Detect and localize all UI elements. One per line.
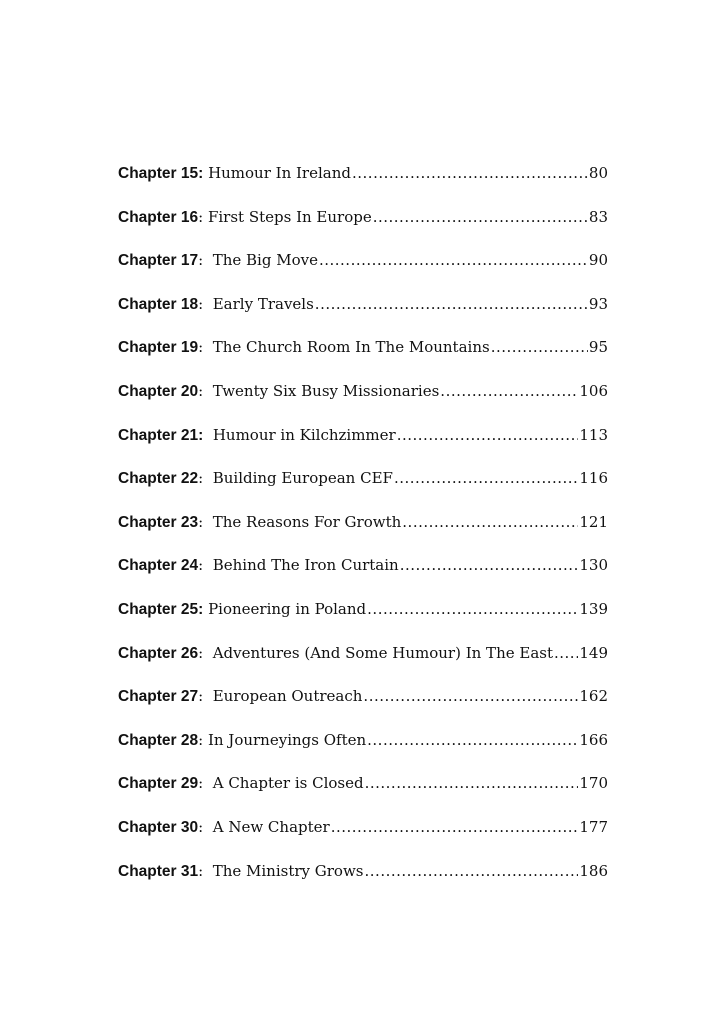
toc-entry-chapter-29: [118, 774, 608, 818]
chapter-title: Pioneering in Poland: [208, 599, 367, 618]
chapter-title: Building European CEF: [212, 469, 393, 488]
dot-leader: [554, 644, 578, 662]
dot-leader: [394, 469, 578, 487]
chapter-separator: :: [198, 774, 213, 793]
chapter-title: European Outreach: [212, 687, 363, 706]
dot-leader: [315, 295, 588, 313]
page-number: 177: [579, 817, 608, 836]
page-number: 106: [579, 381, 608, 400]
toc-entry-chapter-17: [118, 251, 608, 295]
chapter-number: Chapter 15:: [118, 165, 204, 182]
toc-entry-chapter-21: [118, 426, 608, 470]
chapter-separator: :: [198, 817, 213, 836]
chapter-separator: :: [198, 207, 208, 226]
chapter-number: Chapter 28: [118, 731, 199, 749]
dot-leader: [402, 513, 578, 531]
page-number: 170: [579, 774, 608, 793]
toc-entry-chapter-16: [118, 208, 608, 252]
chapter-separator: :: [198, 861, 213, 880]
toc-entry-chapter-22: [118, 469, 608, 513]
page-number: 113: [579, 425, 608, 444]
dot-leader: [400, 556, 579, 574]
chapter-title: A Chapter is Closed: [212, 774, 364, 793]
dot-leader: [367, 731, 578, 749]
chapter-title: Twenty Six Busy Missionaries: [212, 381, 440, 400]
chapter-separator: :: [198, 338, 213, 357]
chapter-separator: :: [198, 381, 213, 400]
toc-entry-chapter-27: [118, 687, 608, 731]
table-of-contents: [118, 164, 608, 905]
dot-leader: [365, 774, 579, 792]
chapter-number: Chapter 19: [118, 339, 199, 357]
chapter-title: The Church Room In The Mountains: [212, 338, 490, 357]
chapter-title: The Big Move: [212, 251, 318, 270]
toc-entry-chapter-23: [118, 513, 608, 557]
toc-entry-chapter-19: [118, 338, 608, 382]
chapter-title: Humour In Ireland: [208, 164, 351, 182]
toc-entry-chapter-25: [118, 600, 608, 644]
dot-leader: [352, 164, 588, 182]
chapter-number: Chapter 29: [118, 775, 199, 793]
toc-entry-chapter-28: [118, 731, 608, 775]
chapter-title: Early Travels: [212, 294, 314, 313]
chapter-title: The Reasons For Growth: [212, 512, 402, 531]
chapter-title: The Ministry Grows: [212, 861, 364, 880]
chapter-number: Chapter 22: [118, 470, 199, 488]
toc-entry-chapter-26: [118, 644, 608, 688]
page-number: 90: [588, 251, 608, 270]
dot-leader: [319, 251, 588, 269]
chapter-separator: :: [198, 556, 213, 575]
dot-leader: [363, 687, 578, 705]
page-number: 186: [579, 861, 608, 880]
page-number: 149: [579, 643, 608, 662]
chapter-separator: :: [198, 512, 213, 531]
dot-leader: [440, 382, 578, 400]
page-number: 95: [588, 338, 608, 357]
chapter-number: Chapter 24: [118, 557, 199, 575]
chapter-separator: :: [198, 294, 213, 313]
toc-entry-chapter-15: [118, 164, 608, 208]
chapter-number: Chapter 16: [118, 208, 199, 226]
chapter-number: Chapter 26: [118, 644, 199, 662]
page-number: 93: [588, 294, 608, 313]
toc-entry-chapter-18: [118, 295, 608, 339]
dot-leader: [365, 862, 579, 880]
chapter-title: Humour in Kilchzimmer: [212, 425, 396, 444]
chapter-number: Chapter 30: [118, 818, 199, 836]
chapter-number: Chapter 18: [118, 295, 199, 313]
page-number: 80: [588, 164, 608, 182]
toc-entry-chapter-20: [118, 382, 608, 426]
chapter-number: Chapter 20: [118, 382, 199, 400]
chapter-title: A New Chapter: [212, 817, 330, 836]
chapter-separator: :: [198, 251, 213, 270]
chapter-title: First Steps In Europe: [207, 207, 372, 226]
page-number: 121: [579, 512, 608, 531]
dot-leader: [397, 426, 579, 444]
toc-entry-chapter-30: [118, 818, 608, 862]
chapter-title: In Journeyings Often: [207, 730, 367, 749]
page-number: 139: [579, 599, 608, 618]
page-number: 162: [579, 687, 608, 706]
chapter-separator: :: [198, 687, 213, 706]
page-number: 83: [588, 207, 608, 226]
toc-entry-chapter-24: [118, 556, 608, 600]
chapter-separator: :: [198, 643, 213, 662]
chapter-title: Adventures (And Some Humour) In The East: [212, 643, 553, 662]
page-number: 166: [579, 730, 608, 749]
page-number: 116: [579, 469, 608, 488]
dot-leader: [373, 208, 588, 226]
dot-leader: [491, 338, 588, 356]
chapter-separator: :: [198, 730, 208, 749]
toc-entry-chapter-31: [118, 862, 608, 906]
chapter-separator: [203, 426, 213, 444]
page-number: 130: [579, 556, 608, 575]
chapter-number: Chapter 27: [118, 688, 199, 706]
chapter-number: Chapter 17: [118, 252, 199, 270]
chapter-number: Chapter 21:: [118, 426, 204, 444]
chapter-number: Chapter 23: [118, 513, 199, 531]
chapter-title: Behind The Iron Curtain: [212, 556, 399, 575]
chapter-number: Chapter 25:: [118, 600, 204, 618]
dot-leader: [367, 600, 578, 618]
chapter-number: Chapter 31: [118, 862, 199, 880]
dot-leader: [331, 818, 579, 836]
chapter-separator: :: [198, 469, 213, 488]
